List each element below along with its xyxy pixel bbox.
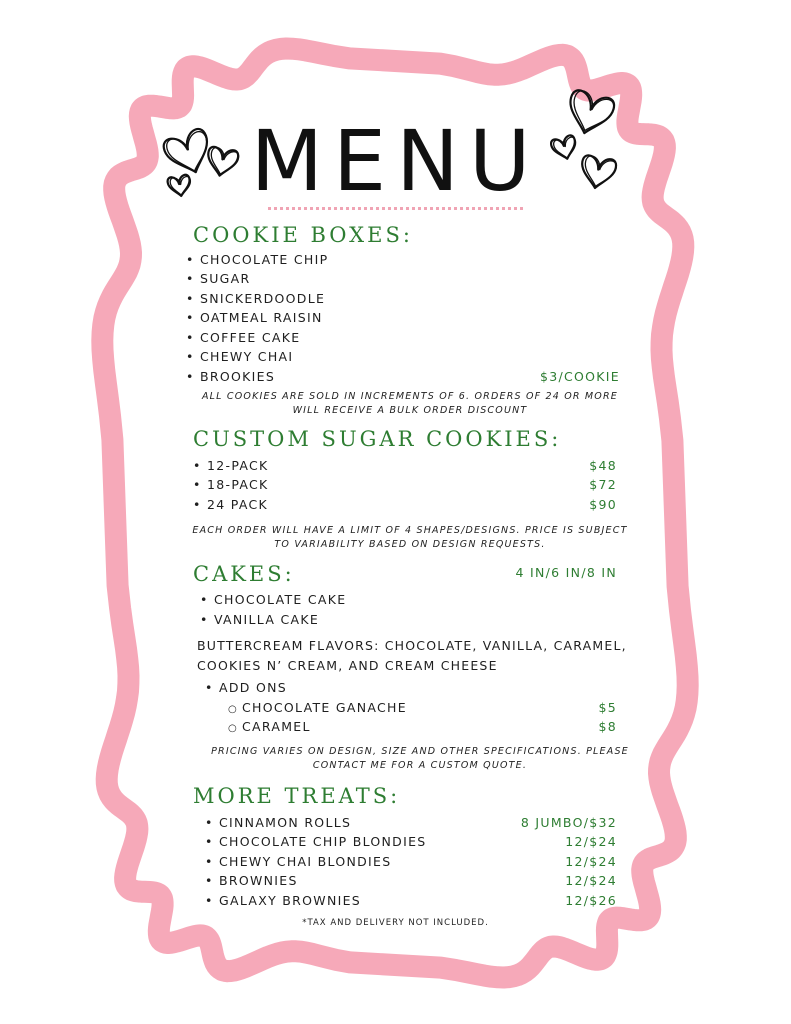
cake-sizes: 4 IN/6 IN/8 IN: [515, 565, 617, 580]
custom-sugar-heading: CUSTOM SUGAR COOKIES:: [193, 427, 562, 451]
dotted-divider: [268, 207, 523, 210]
item-price: 12/$24: [565, 834, 617, 849]
item-price: $90: [589, 497, 617, 512]
more-treats-heading: MORE TREATS:: [193, 784, 401, 808]
list-item: • CHEWY CHAI BLONDIES: [205, 854, 392, 869]
item-price: 12/$26: [565, 893, 617, 908]
cookie-boxes-heading: COOKIE BOXES:: [193, 223, 413, 247]
custom-sugar-note: EACH ORDER WILL HAVE A LIMIT OF 4 SHAPES/DESIGNS. PRICE IS SUBJECT TO VARIABILITY BASED ON DESIGN REQUESTS.: [192, 525, 628, 550]
list-item: • 12-PACK: [193, 458, 269, 473]
item-price: 8 JUMBO/$32: [520, 815, 617, 830]
list-item: • VANILLA CAKE: [200, 612, 320, 627]
list-item: • COFFEE CAKE: [186, 330, 301, 345]
list-item: • CINNAMON ROLLS: [205, 815, 352, 830]
item-price: $8: [598, 719, 617, 734]
list-item: ○ CHOCOLATE GANACHE: [228, 700, 407, 715]
item-price: 12/$24: [565, 854, 617, 869]
list-item: • OATMEAL RAISIN: [186, 310, 323, 325]
list-item: ○ CARAMEL: [228, 719, 311, 734]
list-item: • GALAXY BROWNIES: [205, 893, 362, 908]
cakes-note: PRICING VARIES ON DESIGN, SIZE AND OTHER SPECIFICATIONS. PLEASE CONTACT ME FOR A CUSTOM QUOTE.: [211, 746, 629, 771]
list-item: • 24 PACK: [193, 497, 268, 512]
cookie-price: $3/COOKIE: [539, 369, 620, 384]
list-item: • CHOCOLATE CHIP: [186, 252, 329, 267]
item-price: 12/$24: [565, 873, 617, 888]
list-item: • BROOKIES: [186, 369, 276, 384]
item-price: $5: [598, 700, 617, 715]
item-price: $48: [589, 458, 617, 473]
list-item: • 18-PACK: [193, 477, 269, 492]
buttercream-flavors: BUTTERCREAM FLAVORS: CHOCOLATE, VANILLA, CARAMEL, COOKIES N’ CREAM, AND CREAM CHEESE: [197, 638, 627, 673]
list-item: • CHOCOLATE CHIP BLONDIES: [205, 834, 427, 849]
list-item: • BROWNIES: [205, 873, 298, 888]
list-item: • SUGAR: [186, 271, 251, 286]
menu-title: MENU: [250, 112, 541, 210]
footnote: *TAX AND DELIVERY NOT INCLUDED.: [302, 918, 489, 928]
cakes-heading: CAKES:: [193, 562, 295, 586]
list-item: • CHOCOLATE CAKE: [200, 592, 347, 607]
list-item: • SNICKERDOODLE: [186, 291, 326, 306]
cookie-boxes-note: ALL COOKIES ARE SOLD IN INCREMENTS OF 6. ORDERS OF 24 OR MORE WILL RECEIVE A BULK ORDER DISCOUNT: [201, 391, 618, 416]
list-item: • CHEWY CHAI: [186, 349, 294, 364]
list-item: • ADD ONS: [205, 680, 287, 695]
item-price: $72: [589, 477, 617, 492]
